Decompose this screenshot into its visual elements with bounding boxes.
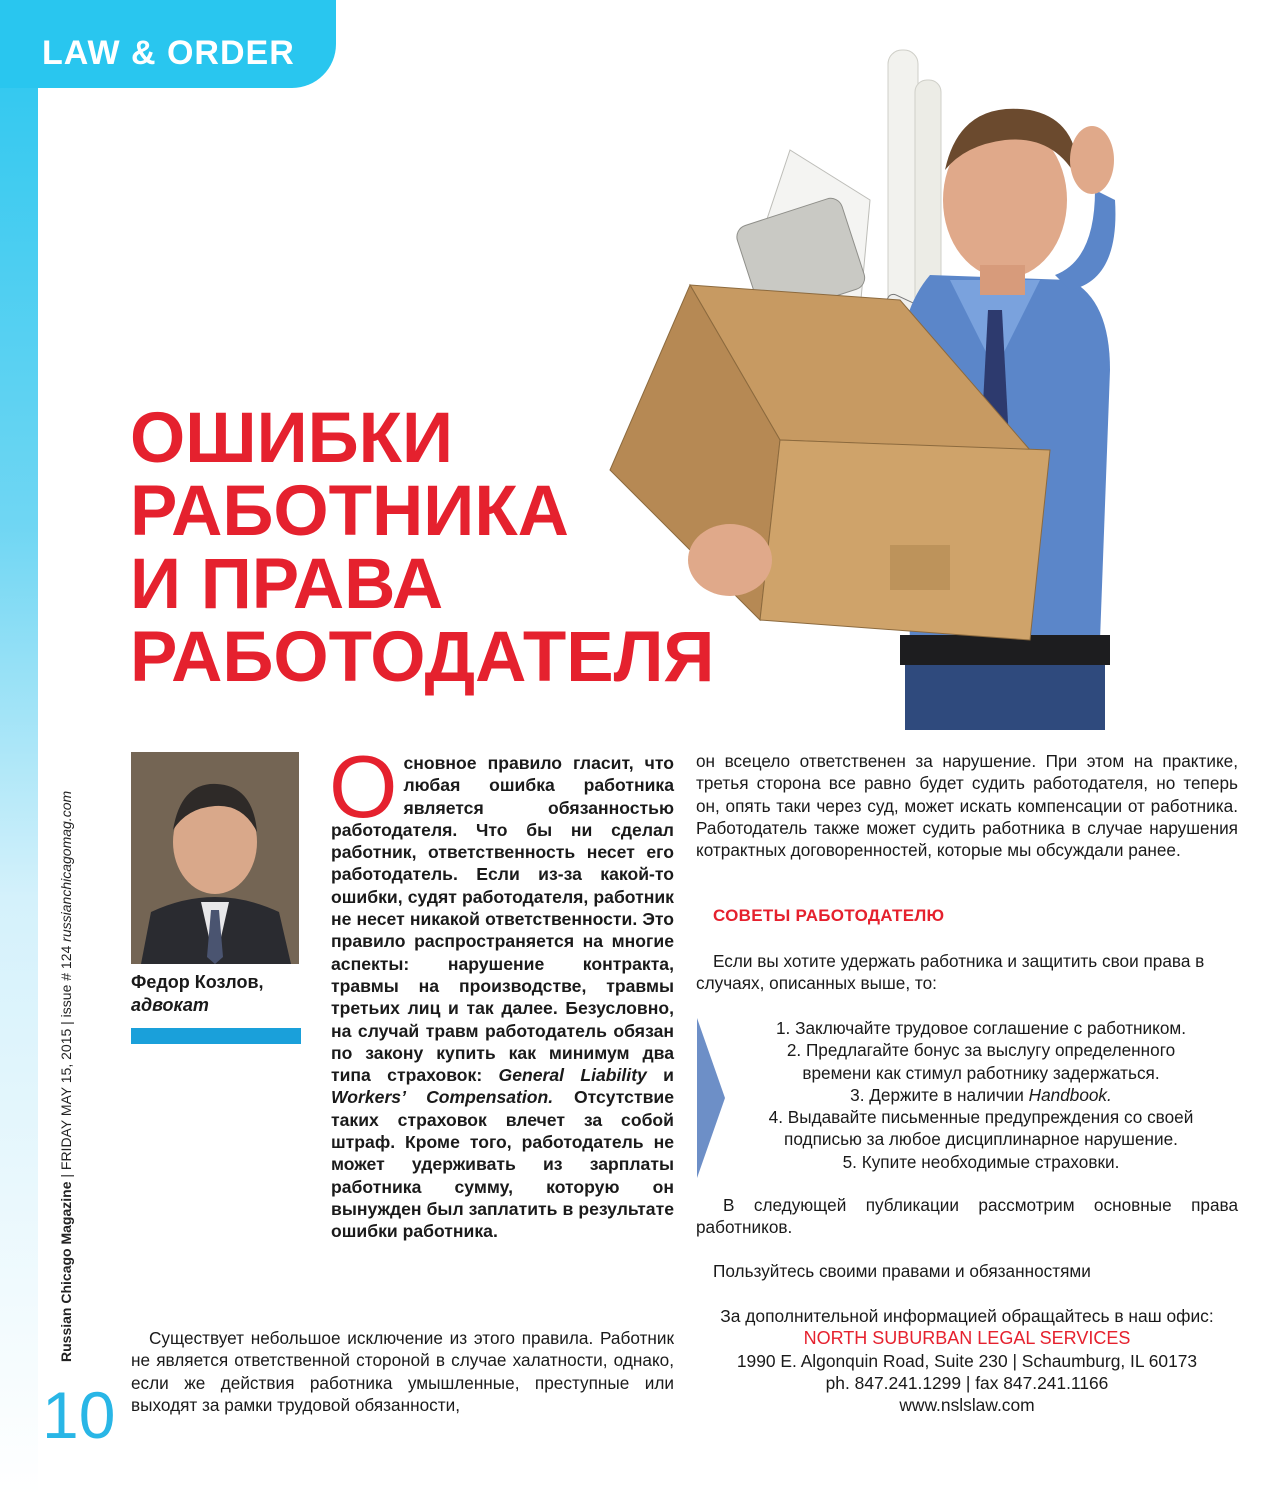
contact-intro: За дополнительной информацией обращайтесь в наш офис: — [720, 1306, 1214, 1326]
lead-em-1: General Liability — [498, 1065, 647, 1086]
headline — [130, 399, 730, 697]
lead-text-2: и — [646, 1065, 674, 1086]
magazine-name: Russian Chicago Magazine — [58, 1181, 74, 1362]
tip-3-em: Handbook. — [1028, 1084, 1112, 1105]
tip-item-4a: 4. Выдавайте письменные предупреждения со своей — [768, 1107, 1194, 1128]
tip-item-4b: подписью за любое дисциплинарное нарушение. — [784, 1129, 1178, 1150]
tip-item-5: 5. Купите необходимые страховки. — [842, 1151, 1120, 1172]
issue-details: | FRIDAY MAY 15, 2015 | issue # 124 — [58, 941, 74, 1182]
closing-line: Пользуйтесь своими правами и обязанностями — [713, 1261, 1091, 1281]
section-label: LAW & ORDER — [42, 34, 295, 72]
tip-item-3 — [726, 1084, 1236, 1106]
tip-item-2b: времени как стимул работнику задержаться. — [802, 1062, 1160, 1083]
author-role: адвокат — [131, 995, 209, 1015]
contact-block — [696, 1305, 1238, 1416]
next-publication: В следующей публикации рассмотрим основные права работников. — [696, 1195, 1238, 1238]
tip-item-2a: 2. Предлагайте бонус за выслугу определенного — [786, 1040, 1176, 1061]
lead-text-1: сновное правило гласит, что любая ошибка работника является обязанностью работодателя. Что бы ни сделал работник, ответственность несет его работодатель. Если из-за какой-то ошибки, судят работодателя, работник не несет никакой ответственности. Это правило распространяется на многие аспекты: нарушение контракта, травмы на производстве, травмы третьих лиц и так далее. Безусловно, на случай травм работодатель обязан по закону купить как минимум два типа страховок: — [331, 753, 674, 1086]
magazine-site: russianchicagomag.com — [58, 790, 74, 942]
tips-intro: Если вы хотите удержать работника и защитить свои права в случаях, описанных выше, то: — [696, 951, 1205, 994]
left-color-strip — [0, 0, 38, 1496]
body-paragraph-left: Существует небольшое исключение из этого правила. Работник не является ответственной стороной в случае халатности, однако, если же действия работника умышленные, преступные или выходят за рамки трудовой обязанности, — [131, 1328, 674, 1415]
headline-line-4: РАБОТОДАТЕЛЯ — [130, 618, 715, 697]
firm-phones: ph. 847.241.1299 | fax 847.241.1166 — [825, 1372, 1109, 1393]
arrow-marker — [697, 1018, 725, 1178]
body-paragraph-right: он всецело ответственен за нарушение. При этом на практике, третья сторона все равно будет судить работодателя, но теперь он, опять таки через суд, может искать компенсации от работника. Работодатель также может судить работника в случае нарушения котрактных договоренностей, которые мы обсуждали ранее. — [696, 751, 1238, 861]
page-number: 10 — [42, 1378, 116, 1452]
lead-em-2: Workers’ Compensation. — [331, 1087, 554, 1108]
author-divider-bar — [131, 1028, 301, 1044]
author-name: Федор Козлов, — [131, 972, 264, 992]
headline-line-1: ОШИБКИ — [130, 399, 454, 478]
tip-3-text: 3. Держите в наличии — [850, 1084, 1029, 1105]
tips-heading: СОВЕТЫ РАБОТОДАТЕЛЮ — [713, 906, 945, 925]
author-photo — [131, 752, 299, 964]
vertical-credit — [58, 722, 74, 1362]
drop-cap: О — [329, 737, 398, 836]
firm-address: 1990 E. Algonquin Road, Suite 230 | Schaumburg, IL 60173 — [736, 1350, 1198, 1371]
headline-line-3: И ПРАВА — [130, 545, 444, 624]
headline-line-2: РАБОТНИКА — [130, 472, 569, 551]
firm-website[interactable]: www.nslslaw.com — [899, 1395, 1035, 1416]
lead-paragraph — [329, 737, 674, 1243]
lead-text-3: Отсутствие таких страховок влечет за собой штраф. Кроме того, работодатель не может удерживать из зарплаты работника сумму, которую он вынужден был заплатить в результате ошибки работника. — [331, 1087, 674, 1242]
tips-list — [726, 1017, 1236, 1173]
tip-item-1: 1. Заключайте трудовое соглашение с работником. — [775, 1018, 1187, 1038]
firm-name: NORTH SUBURBAN LEGAL SERVICES — [803, 1328, 1131, 1349]
right-column — [696, 750, 1238, 861]
section-tab — [0, 0, 336, 88]
